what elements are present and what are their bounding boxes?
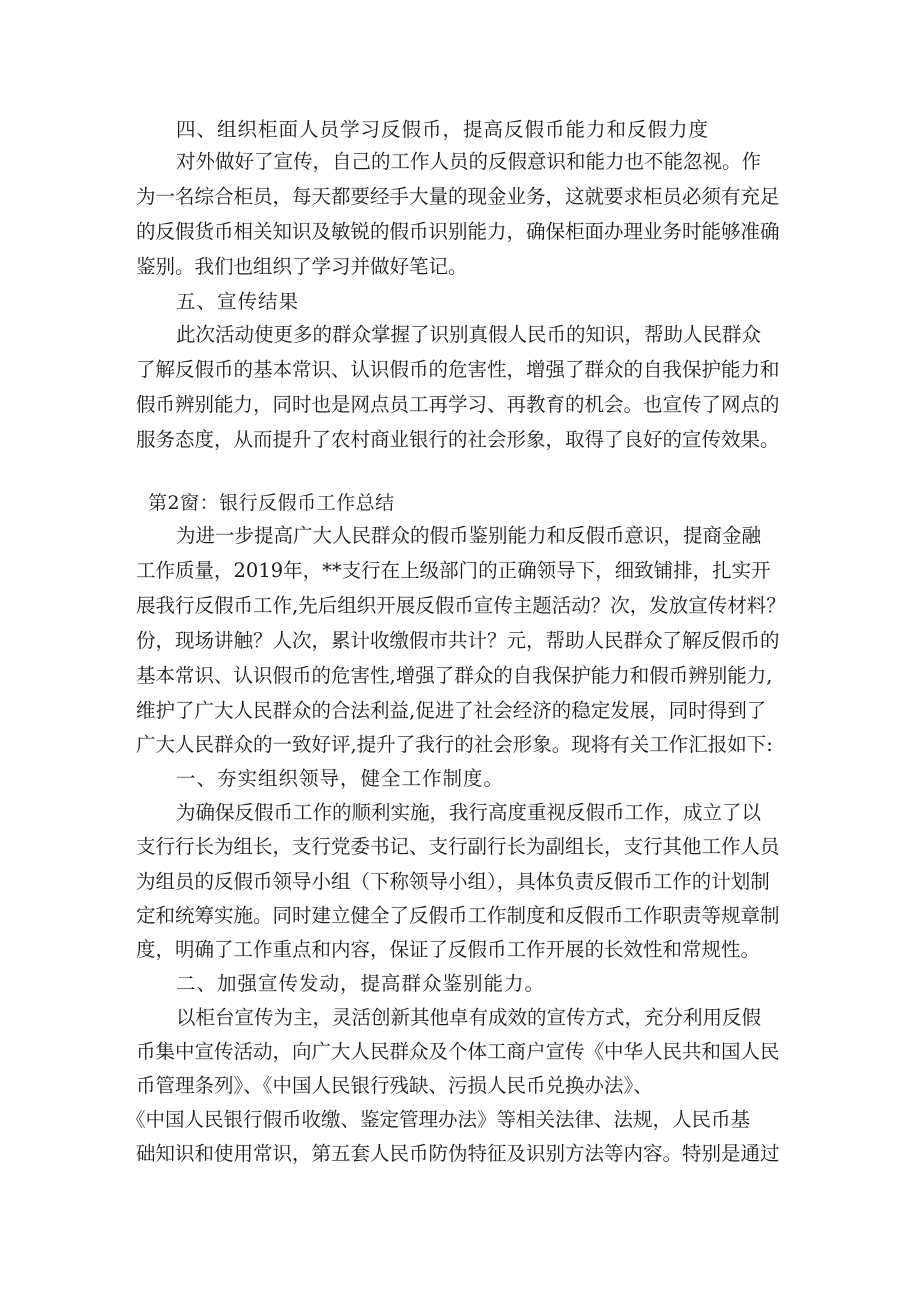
paragraph-line: 广大人民群众的一致好评,提升了我行的社会形象。现将有关工作汇报如下: (136, 733, 773, 756)
paragraph-line: 础知识和使用常识，第五套人民币防伪特征及识别方法等内容。特别是通过 (136, 1142, 780, 1165)
subheading-one: 一、夯实组织领导，健全工作制度。 (176, 767, 505, 790)
paragraph-line: 工作质量，2019年，**支行在上级部门的正确领导下，细致铺排，扎实开 (136, 559, 771, 582)
section-title-second-window: 第2窗：银行反假币工作总结 (148, 492, 395, 514)
paragraph-line: 以柜台宣传为主，灵活创新其他卓有成效的宣传方式，充分利用反假 (176, 1006, 762, 1029)
paragraph-line: 的反假货币相关知识及敏锐的假币识别能力，确保柜面办理业务时能够准确 (136, 220, 780, 243)
paragraph-line: 币集中宣传活动，向广大人民群众及个体工商户宣传《中华人民共和国人民 (136, 1040, 780, 1063)
paragraph-line: 假币辨别能力，同时也是网点员工再学习、再教育的机会。也宣传了网点的 (136, 393, 780, 416)
paragraph-line: 为一名综合柜员，每天都要经手大量的现金业务，这就要求柜员必须有充足 (136, 185, 780, 208)
paragraph-line: 为组员的反假币领导小组（下称领导小组），具体负责反假币工作的计划制 (136, 870, 770, 893)
paragraph-line: 基本常识、认识假币的危害性,增强了群众的自我保护能力和假币辨别能力, (136, 664, 773, 687)
paragraph-line: 定和统筹实施。同时建立健全了反假币工作制度和反假币工作职责等规章制 (136, 904, 780, 927)
paragraph-line: 《中国人民银行假币收缴、鉴定管理办法》等相关法律、法规，人民币基 (126, 1108, 751, 1131)
paragraph-line: 度，明确了工作重点和内容，保证了反假币工作开展的长效性和常规性。 (136, 938, 761, 961)
paragraph-line: 为进一步提高广大人民群众的假币鉴别能力和反假币意识，提商金融 (176, 524, 762, 547)
paragraph-line: 服务态度，从而提升了农村商业银行的社会形象，取得了良好的宣传效果。 (136, 428, 780, 451)
paragraph-line: 为确保反假币工作的顺利实施，我行高度重视反假币工作，成立了以 (176, 801, 762, 824)
paragraph-line: 支行行长为组长，支行党委书记、支行副行长为副组长，支行其他工作人员 (136, 835, 780, 858)
paragraph-line: 币管理条列》、《中国人民银行残缺、污损人民币兑换办法》、 (136, 1074, 653, 1097)
paragraph-line: 份，现场讲触？人次，累计收缴假市共计？元，帮助人民群众了解反假币的 (136, 629, 780, 652)
paragraph-line: 鉴别。我们也组织了学习并做好笔记。 (136, 255, 468, 278)
paragraph-line: 此次活动使更多的群众掌握了识别真假人民币的知识，帮助人民群众 (176, 323, 762, 346)
section-heading-five: 五、宣传结果 (176, 290, 300, 313)
section-heading-four: 四、组织柜面人员学习反假币，提高反假币能力和反假力度 (176, 118, 710, 141)
subheading-two: 二、加强宣传发动，提高群众鉴别能力。 (176, 972, 546, 995)
paragraph-line: 展我行反假币工作,先后组织开展反假币宣传主题活动？次，发放宣传材料？ (136, 594, 786, 617)
paragraph-line: 了解反假币的基本常识、认识假币的危害性，增强了群众的自我保护能力和 (136, 358, 780, 381)
paragraph-line: 维护了广大人民群众的合法利益,促进了社会经济的稳定发展，同时得到了 (136, 699, 767, 722)
paragraph-line: 对外做好了宣传，自己的工作人员的反假意识和能力也不能忽视。作 (176, 150, 762, 173)
